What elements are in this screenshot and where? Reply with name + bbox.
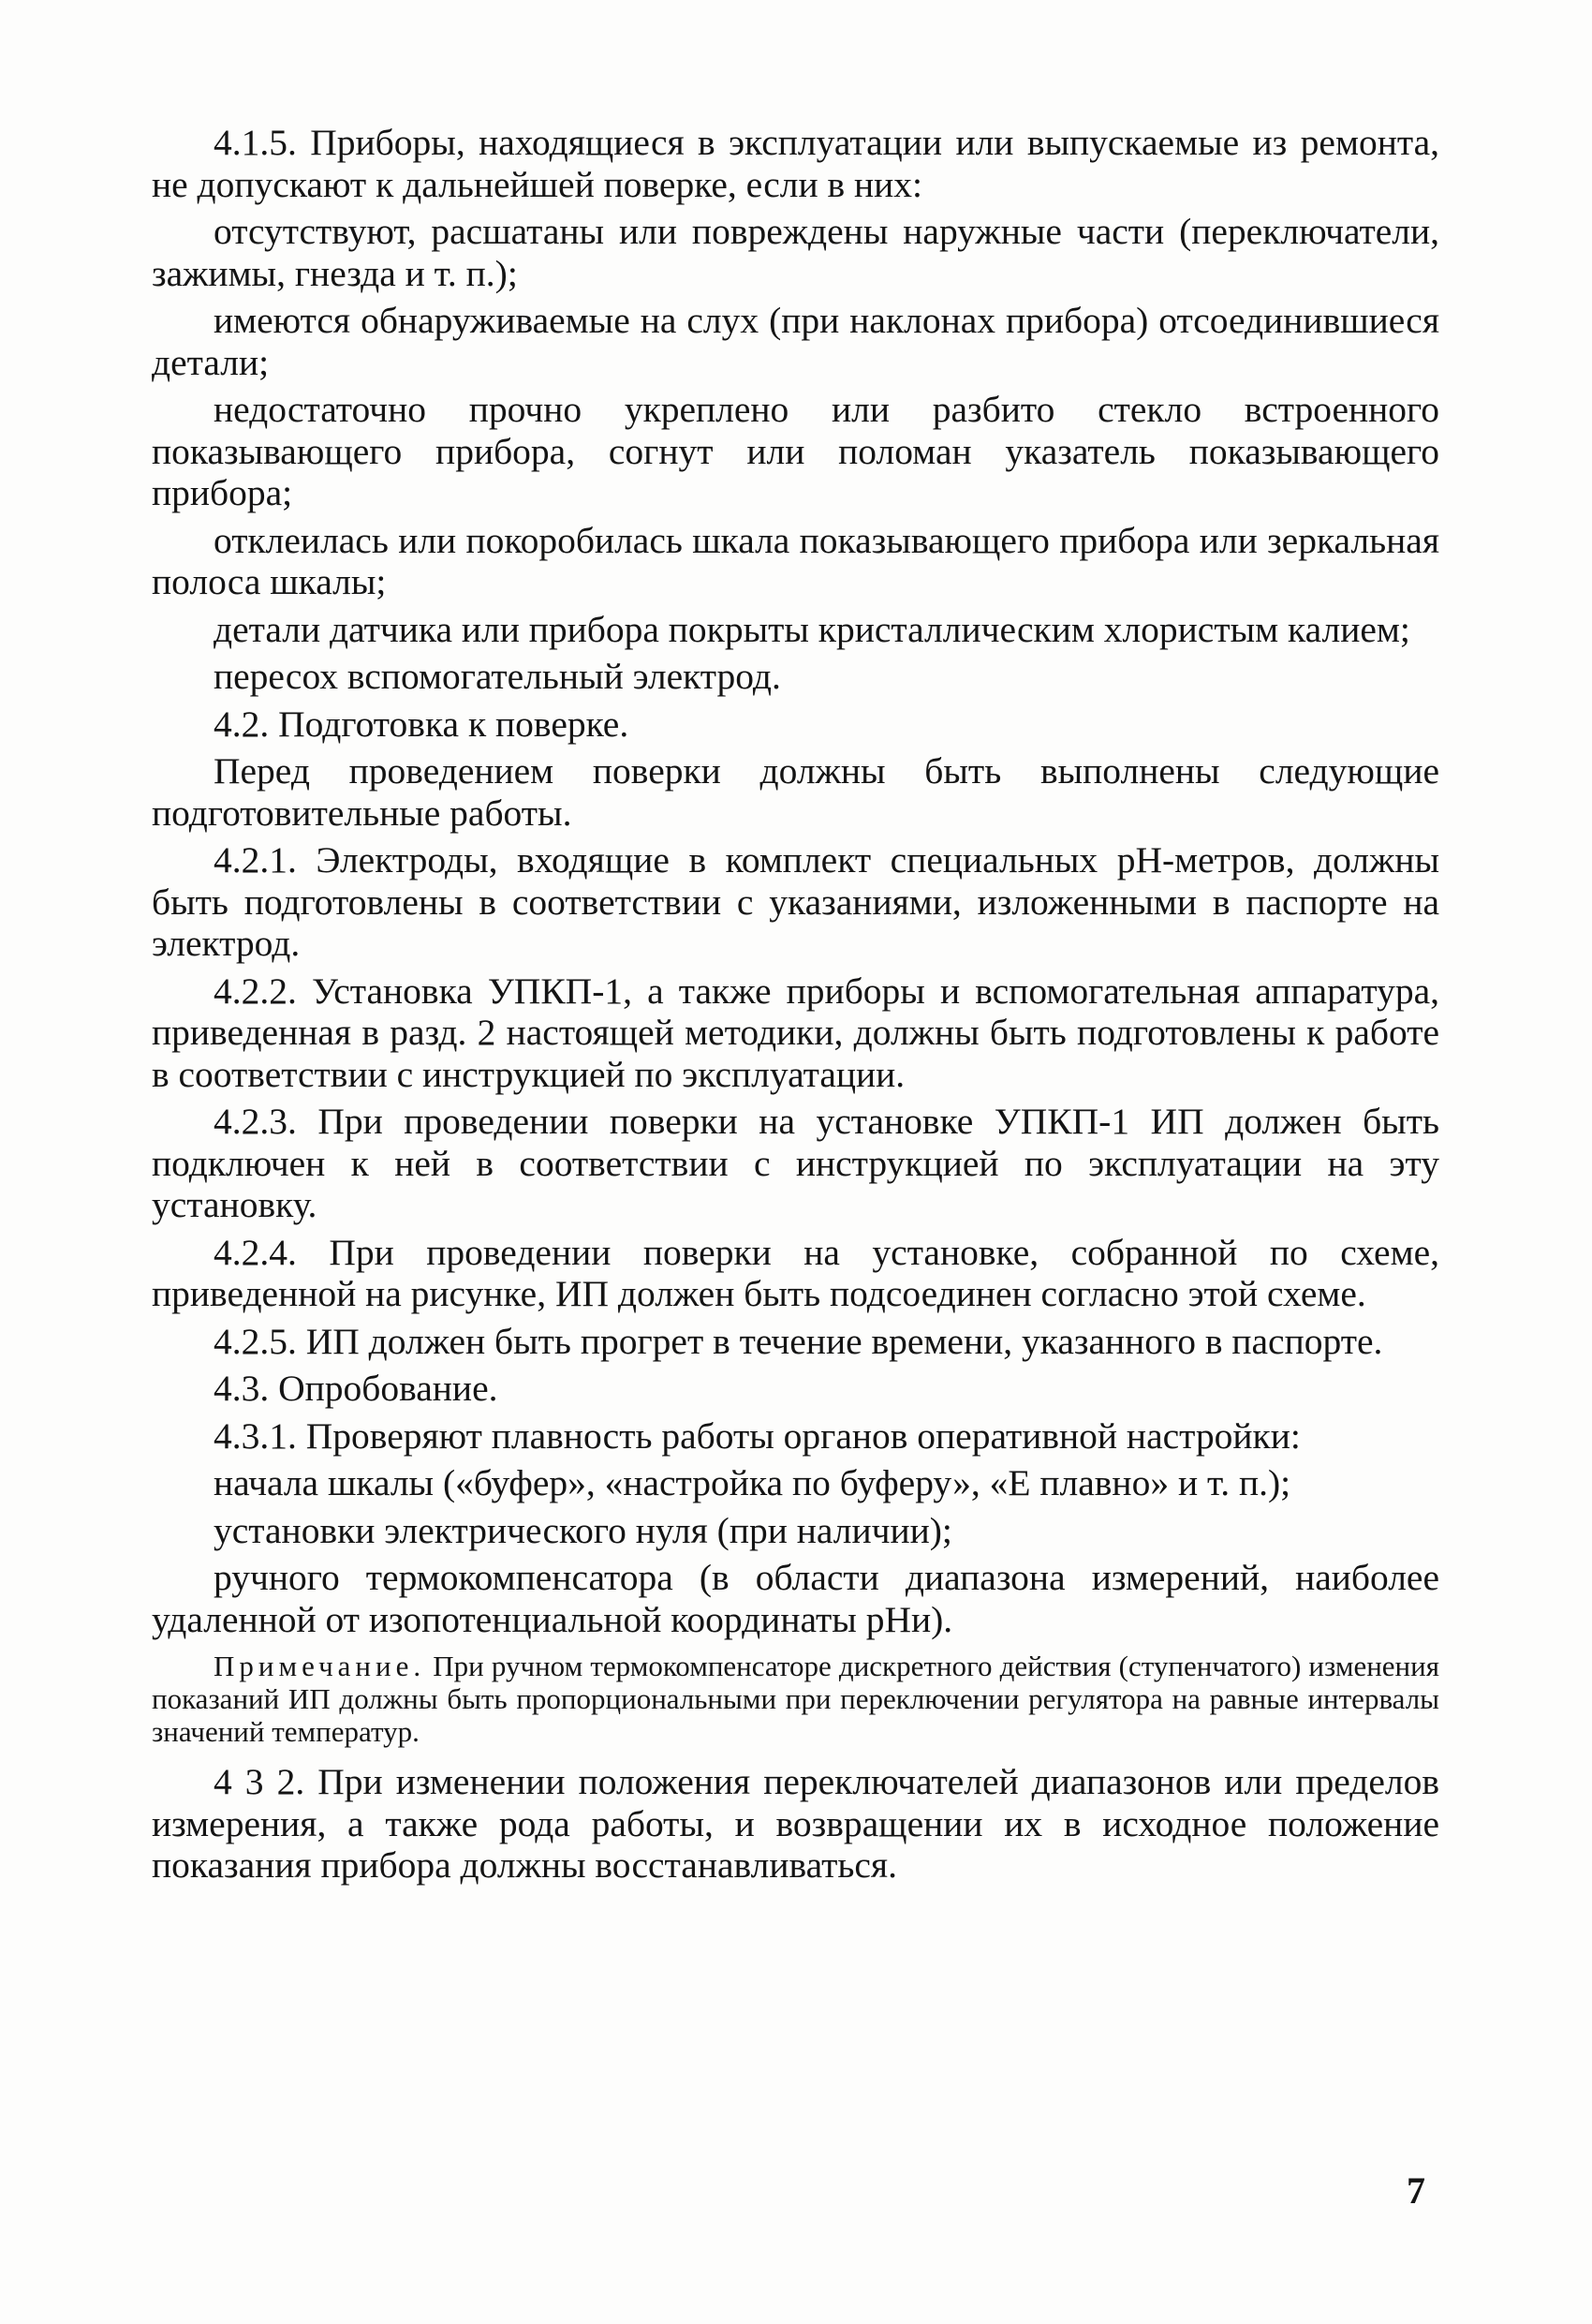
section-heading-4-3: 4.3. Опробование. <box>214 1368 498 1409</box>
paragraph-4-2-1: 4.2.1. Электроды, входящие в комплект специальных рН-метров, должны быть подготовлены в соответствии с указаниями, изложенными в паспорте на электрод. <box>152 839 1439 964</box>
list-item-electrical-zero: установки электрического нуля (при наличии); <box>214 1509 952 1551</box>
note-label: Примечание. <box>214 1650 426 1682</box>
paragraph-4-1-5: 4.1.5. Приборы, находящиеся в эксплуатации или выпускаемые из ремонта, не допускают к дальнейшей поверке, если в них: <box>152 122 1439 205</box>
paragraph-4-2-3: 4.2.3. При проведении поверки на установке УПКП-1 ИП должен быть подключен к ней в соответствии с инструкцией по эксплуатации на эту установку. <box>152 1101 1439 1225</box>
list-item-electrode: пересох вспомогательный электрод. <box>214 656 781 697</box>
list-item-chloride: детали датчика или прибора покрыты кристаллическим хлористым калием; <box>214 608 1410 650</box>
section-heading-4-2: 4.2. Подготовка к поверке. <box>214 703 629 745</box>
list-item-outer-parts: отсутствуют, расшатаны или повреждены наружные части (переключатели, зажимы, гнезда и т. п.); <box>152 211 1439 294</box>
paragraph-4-2-2: 4.2.2. Установка УПКП-1, а также приборы и вспомогательная аппаратура, приведенная в разд. 2 настоящей методики, должны быть подготовлены к работе в соответствии с инструкцией по эксплуатации. <box>152 970 1439 1095</box>
text-block <box>152 122 1439 1887</box>
note-text: При ручном термокомпенсаторе дискретного действия (ступенчатого) изменения показаний ИП должны быть пропорциональными при переключении регулятора на равные интервалы значений температур. <box>152 1650 1439 1748</box>
page-number: 7 <box>1407 2169 1425 2212</box>
paragraph-4-3-2: 4 3 2. При изменении положения переключателей диапазонов или пределов измерения, а также рода работы, и возвращении их в исходное положение показания прибора должны восстанавливаться. <box>152 1761 1439 1886</box>
list-item-scale-start: начала шкалы («буфер», «настройка по буферу», «Е плавно» и т. п.); <box>214 1462 1291 1503</box>
paragraph-4-2-4: 4.2.4. При проведении поверки на установке, собранной по схеме, приведенной на рисунке, ИП должен быть подсоединен согласно этой схеме. <box>152 1231 1439 1314</box>
list-item-loose-parts: имеются обнаруживаемые на слух (при наклонах прибора) отсоединившиеся детали; <box>152 300 1439 383</box>
note <box>152 1650 1439 1748</box>
paragraph-4-2-5: 4.2.5. ИП должен быть прогрет в течение времени, указанного в паспорте. <box>214 1320 1383 1362</box>
paragraph-4-3-1: 4.3.1. Проверяют плавность работы органов оперативной настройки: <box>214 1414 1301 1457</box>
list-item-scale: отклеилась или покоробилась шкала показывающего прибора или зеркальная полоса шкалы; <box>152 519 1439 602</box>
paragraph-4-2-intro: Перед проведением поверки должны быть выполнены следующие подготовительные работы. <box>152 750 1439 834</box>
list-item-thermocompensator: ручного термокомпенсатора (в области диапазона измерений, наиболее удаленной от изопотенциальной координаты рНи). <box>152 1557 1439 1640</box>
list-item-glass-pointer: недостаточно прочно укреплено или разбито стекло встроенного показывающего прибора, согнут или поломан указатель показывающего прибора; <box>152 389 1439 513</box>
